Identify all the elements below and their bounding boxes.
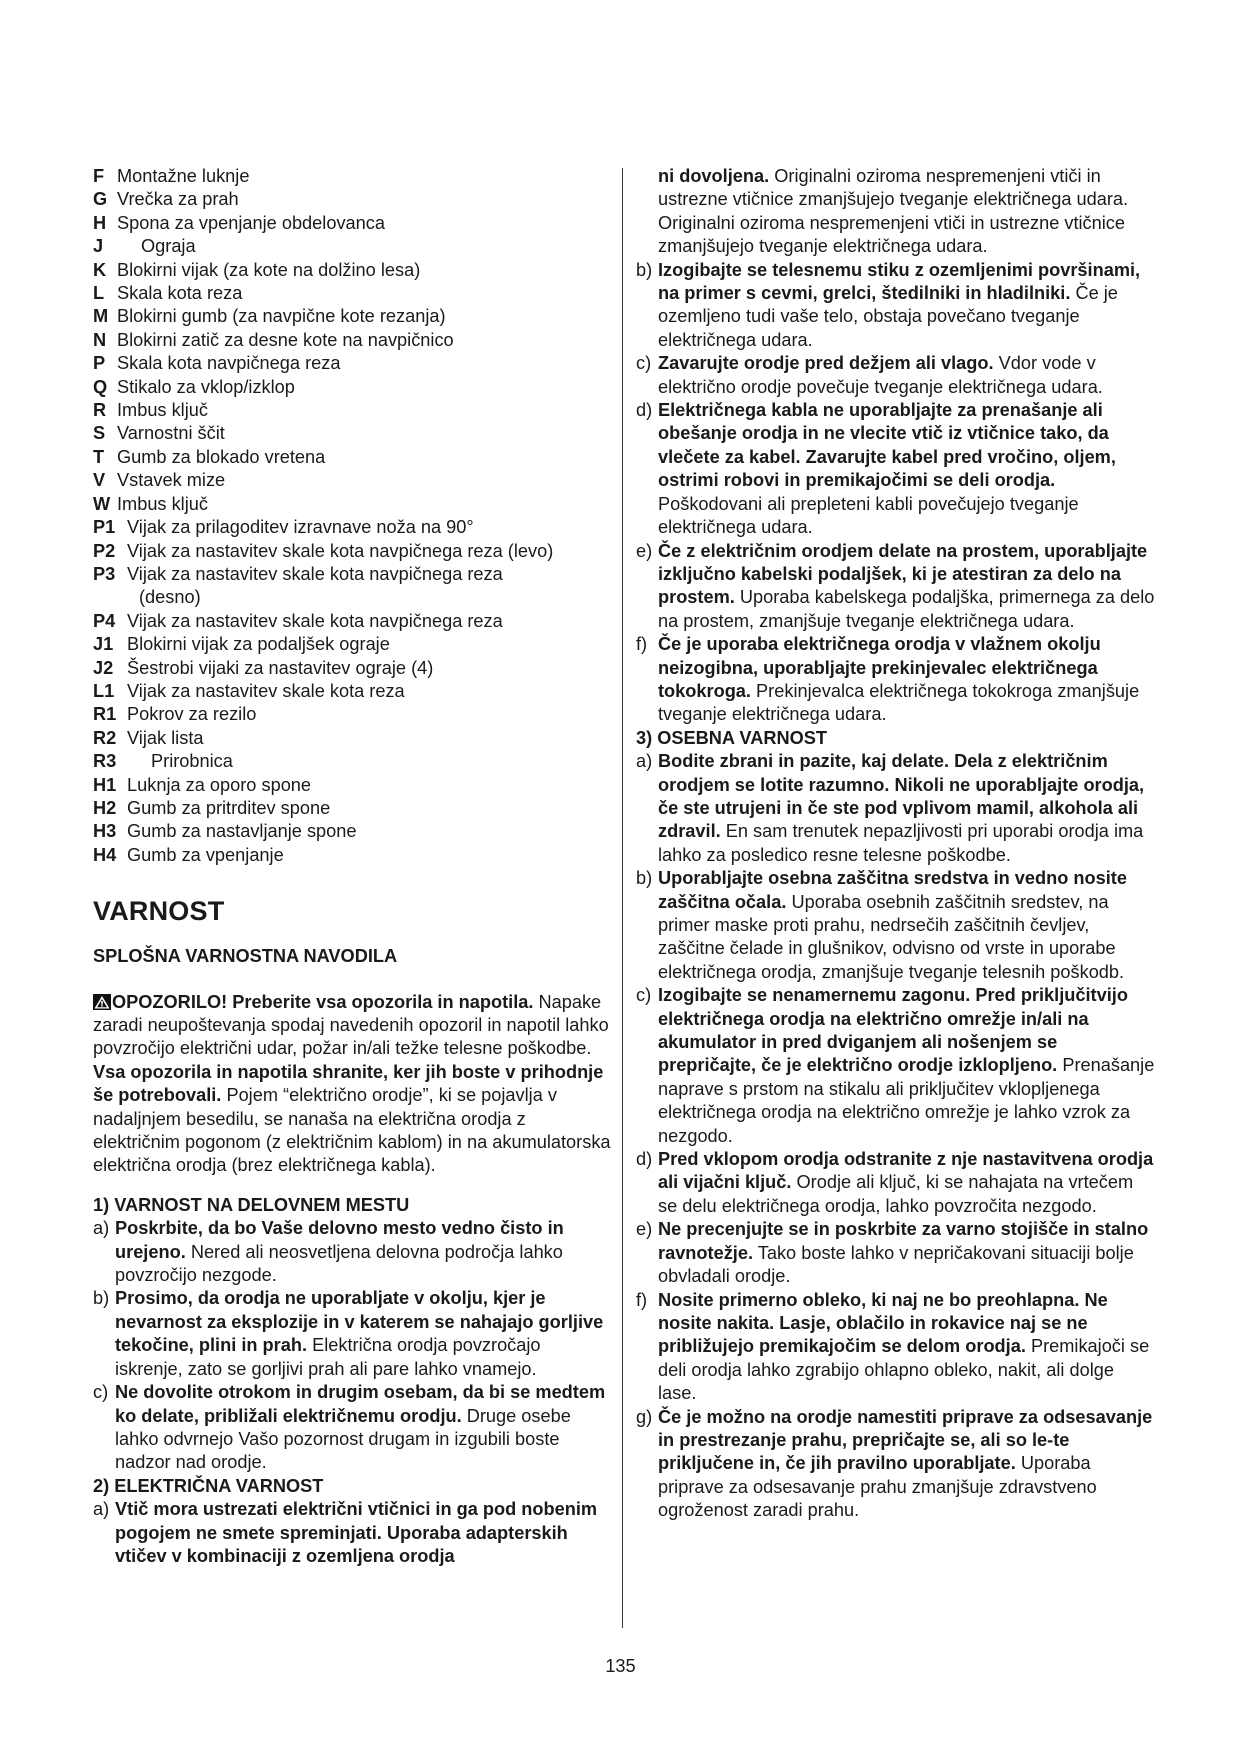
legend-item (93, 376, 613, 399)
legend-code: V (93, 470, 106, 491)
list-item-marker: c) (636, 353, 652, 374)
legend-text: Blokirni vijak (za kote na dolžino lesa) (117, 259, 421, 280)
list-item-text: Vdor vode v električno orodje povečuje tveganje električnega udara. (658, 353, 1103, 397)
warning-bold: Vsa opozorila in napotila shranite, ker jih boste v prihodnje še potrebovali. (93, 1061, 604, 1106)
list-item-marker: b) (93, 1288, 110, 1309)
list-item-lead: Vtič mora ustrezati električni vtičnici in ga pod nobenim pogojem ne smete spreminjati. Uporaba adapterskih vtičev v kombinaciji z ozemljena orodja (115, 1499, 598, 1566)
legend-text: Stikalo za vklop/izklop (117, 376, 295, 397)
list-item-lead: Prosimo, da orodja ne uporabljate v okolju, kjer je nevarnost za eksplozije in v katerem se nahajajo gorljive tekočine, plini in prah. (115, 1288, 604, 1356)
list-item-text: Tako boste lahko v nepričakovani situaciji bolje obvladali orodje. (658, 1242, 1134, 1287)
list-item (636, 1406, 1156, 1523)
legend-code: R2 (93, 727, 117, 748)
legend-code: H4 (93, 844, 117, 865)
list-item-marker: g) (636, 1406, 653, 1427)
list-item (636, 867, 1156, 984)
legend-item (93, 563, 613, 586)
list-item-marker: e) (636, 540, 653, 561)
legend-text: Vijak za prilagoditev izravnave noža na 90° (127, 517, 474, 538)
legend-code: N (93, 329, 107, 350)
list-item-lead: Ne dovolite otrokom in drugim osebam, da bi se medtem ko delate, približali električnemu orodju. (115, 1382, 606, 1426)
column-divider (622, 168, 623, 1628)
legend-code: P3 (93, 563, 116, 584)
legend-text: Varnostni ščit (117, 423, 225, 444)
legend-code: H (93, 212, 107, 233)
legend-text: Luknja za oporo spone (127, 774, 312, 795)
legend-text: Blokirni gumb (za navpične kote rezanja) (117, 306, 446, 327)
legend-text: Skala kota navpičnega reza (117, 353, 341, 374)
list-item-marker: d) (636, 1149, 653, 1170)
legend-text: Montažne luknje (117, 166, 250, 186)
list-item (93, 1287, 613, 1381)
section-title: VARNOST (93, 896, 225, 927)
list-item (636, 1218, 1156, 1288)
sec2-title: 2) ELEKTRIČNA VARNOST (93, 1475, 324, 1496)
list-item-marker: a) (93, 1218, 110, 1239)
list-item-marker: e) (636, 1219, 653, 1240)
list-item-text: Prekinjevalca električnega tokokroga zmanjšuje tveganje električnega udara. (658, 680, 1140, 725)
sec3-title: 3) OSEBNA VARNOST (636, 727, 827, 748)
list-item (636, 750, 1156, 867)
legend-item (93, 305, 613, 328)
list-item (636, 1289, 1156, 1406)
list-item-lead-continued: ni dovoljena. (658, 166, 770, 186)
legend-text-continued: (desno) (139, 587, 201, 608)
legend-item (93, 797, 613, 820)
legend-item (93, 212, 613, 235)
list-item-marker: c) (636, 985, 652, 1006)
list-item-lead: Ne precenjujte se in poskrbite za varno stojišče in stalno ravnotežje. (658, 1219, 1149, 1263)
list-item-lead: Poskrbite, da bo Vaše delovno mesto vedno čisto in urejeno. (115, 1218, 564, 1262)
list-item (636, 165, 1156, 259)
list-item-lead: Če z električnim orodjem delate na prostem, uporabljajte izključno kabelski podaljšek, ki je atestiran za delo na prostem. (658, 540, 1148, 608)
legend-text: Vijak za nastavitev skale kota reza (127, 680, 405, 701)
warning-lead: OPOZORILO! Preberite vsa opozorila in napotila. (112, 991, 534, 1012)
warning-triangle-icon (93, 993, 111, 1009)
list-item (636, 259, 1156, 353)
legend-code: J2 (93, 657, 114, 678)
legend-text: Prirobnica (151, 751, 233, 772)
legend-code: J1 (93, 634, 114, 655)
general-safety-heading: SPLOŠNA VARNOSTNA NAVODILA (93, 946, 398, 967)
legend-code: G (93, 189, 108, 210)
legend-code: H1 (93, 774, 117, 795)
legend-code: P2 (93, 540, 116, 561)
list-item (93, 1381, 613, 1475)
legend-text: Imbus ključ (117, 400, 208, 421)
legend-item (93, 633, 613, 656)
list-item-text: Originalni oziroma nespremenjeni vtiči in ustrezne vtičnice zmanjšujejo tveganje električnega udara. (658, 212, 1126, 257)
list-item (636, 633, 1156, 727)
page-number: 135 (605, 1656, 636, 1676)
legend-text: Blokirni zatič za desne kote na navpičnico (117, 329, 454, 350)
list-item-marker: a) (93, 1499, 110, 1520)
list-item (93, 1498, 613, 1568)
legend-text: Skala kota reza (117, 283, 243, 304)
list-item-text: Uporaba osebnih zaščitnih sredstev, na primer maske proti prahu, nedrsečih zaščitnih čevljev, zaščitne čelade in glušnikov, odvisno od vrste in uporabe električnega orodja, zmanjšuje tveganje telesnih poškodb. (658, 891, 1125, 982)
list-item-marker: b) (636, 259, 653, 280)
list-item-marker: c) (93, 1382, 109, 1403)
list-item-text: En sam trenutek nepazljivosti pri uporabi orodja ima lahko za posledico resne telesne poškodbe. (658, 821, 1144, 865)
warning-text: Napake zaradi neupoštevanja spodaj navedenih opozoril in napotil lahko povzročijo električni udar, požar in/ali težke telesne poškodbe. (93, 991, 609, 1059)
right-column (636, 165, 1156, 1523)
legend-text: Vstavek mize (117, 470, 226, 491)
legend-text: Spona za vpenjanje obdelovanca (117, 212, 385, 233)
sec2-list-right (636, 165, 1156, 727)
list-item-lead: Uporabljajte osebna zaščitna sredstva in vedno nosite zaščitna očala. (658, 868, 1127, 912)
legend-code: R3 (93, 751, 117, 772)
list-item-text: Električna orodja povzročajo iskrenje, zato se gorljivi prah ali pare lahko vnamejo. (115, 1335, 541, 1379)
legend-text: Vrečka za prah (117, 189, 239, 210)
list-item-marker: a) (636, 751, 653, 772)
legend-code: T (93, 446, 105, 467)
legend-item (93, 165, 613, 188)
list-item-marker: f) (636, 1289, 648, 1310)
legend-item (93, 657, 613, 680)
legend-text: Gumb za pritrditev spone (127, 797, 331, 818)
sec1-title: 1) VARNOST NA DELOVNEM MESTU (93, 1194, 410, 1215)
list-item-lead: Izogibajte se nenamernemu zagonu. Pred priključitvijo električnega orodja na električno omrežje in/ali na akumulator in pred dviganjem ali nošenjem se prepričajte, če je električno orodje izklopljeno. (658, 985, 1128, 1076)
list-item (636, 399, 1156, 539)
legend-code: W (93, 493, 111, 514)
legend-code: R1 (93, 704, 117, 725)
list-item-marker: d) (636, 400, 653, 421)
list-item-marker: f) (636, 634, 648, 655)
sec3-list (636, 750, 1156, 1522)
parts-legend (93, 165, 613, 867)
legend-item (93, 399, 613, 422)
legend-code: P1 (93, 517, 116, 538)
list-item-lead: Nosite primerno obleko, ki naj ne bo preohlapna. Ne nosite nakita. Lasje, oblačilo in rokavice naj se ne približujejo premikajočim se delom orodja. (658, 1289, 1108, 1357)
legend-code: P4 (93, 610, 116, 631)
legend-text: Vijak lista (127, 727, 204, 748)
legend-text: Imbus ključ (117, 493, 208, 514)
legend-code: L (93, 283, 105, 304)
legend-item (93, 469, 613, 492)
legend-item (93, 516, 613, 539)
legend-code: L1 (93, 680, 115, 701)
legend-item (93, 329, 613, 352)
list-item-lead: Zavarujte orodje pred dežjem ali vlago. (658, 353, 994, 374)
legend-item (93, 750, 613, 773)
legend-code: M (93, 306, 109, 327)
list-item (636, 540, 1156, 634)
legend-text: Šestrobi vijaki za nastavitev ograje (4) (127, 657, 434, 678)
list-item-text: Uporaba kabelskega podaljška, primernega za delo na prostem, zmanjšuje tveganje električnega udara. (658, 587, 1155, 631)
sec1-list (93, 1217, 613, 1474)
legend-text: Blokirni vijak za podaljšek ograje (127, 634, 390, 655)
legend-text: Ograja (141, 236, 196, 257)
legend-item (93, 422, 613, 445)
list-item (636, 352, 1156, 399)
warning-text-2: Pojem “električno orodje”, ki se pojavlja v nadaljnjem besedilu, se nanaša na električna orodja z električnim pogonom (z električnim kablom) in na akumulatorska električna orodja (brez električnega kabla). (93, 1085, 611, 1176)
list-item-text: Druge osebe lahko odvrnejo Vašo pozornost drugam in izgubili boste nadzor nad orodje. (115, 1405, 571, 1473)
legend-code: J (93, 236, 104, 257)
legend-item (93, 446, 613, 469)
list-item-lead: Če je uporaba električnega orodja v vlažnem okolju neizogibna, uporabljajte prekinjevalec električnega tokokroga. (658, 634, 1101, 701)
list-item-text: Originalni oziroma nespremenjeni vtiči in ustrezne vtičnice zmanjšujejo tveganje električnega udara. (658, 166, 1129, 210)
list-item-lead: Bodite zbrani in pazite, kaj delate. Dela z električnim orodjem se lotite razumno. Nikoli ne uporabljajte orodja, če ste utrujeni in če ste pod vplivom mamil, alkohola ali zdravil. (658, 751, 1145, 842)
legend-text: Gumb za nastavljanje spone (127, 821, 357, 842)
list-item-lead: Izogibajte se telesnemu stiku z ozemljenimi površinami, na primer s cevmi, grelci, štedilniki in hladilniki. (658, 259, 1141, 304)
legend-item (93, 774, 613, 797)
list-item-text: Premikajoči se deli orodja lahko zgrabijo ohlapno obleko, nakit, ali dolge lase. (658, 1336, 1150, 1404)
left-column (93, 165, 613, 1568)
legend-text: Gumb za blokado vretena (117, 446, 326, 467)
legend-item (93, 820, 613, 843)
legend-code: R (93, 400, 107, 421)
legend-code: K (93, 259, 107, 280)
legend-text: Vijak za nastavitev skale kota navpičnega reza (levo) (127, 540, 554, 561)
list-item-text: Uporaba priprave za odsesavanje prahu zmanjšuje zdravstveno ogroženost zaradi prahu. (658, 1453, 1097, 1521)
list-item (636, 984, 1156, 1148)
list-item-lead: Če je možno na orodje namestiti priprave za odsesavanje in prestrezanje prahu, prepričajte se, ali so le-te priključene in, če jih pravilno uporabljate. (658, 1406, 1153, 1474)
legend-code: F (93, 166, 105, 186)
list-item-text: Prenašanje naprave s prstom na stikalu ali priključitev vklopljenega električnega orodja na električno omrežje je lahko vzrok za nezgodo. (658, 1055, 1155, 1146)
legend-text: Gumb za vpenjanje (127, 844, 284, 865)
legend-item (93, 703, 613, 726)
legend-item (93, 188, 613, 211)
legend-item (93, 282, 613, 305)
legend-item (93, 680, 613, 703)
legend-code: Q (93, 376, 108, 397)
list-item-lead: Električnega kabla ne uporabljajte za prenašanje ali obešanje orodja in ne vlecite vtič iz vtičnice tako, da vlečete za kabel. Zavarujte kabel pred vročino, oljem, ostrimi robovi in premikajočimi se deli orodja. (658, 400, 1116, 491)
legend-code: S (93, 423, 106, 444)
legend-code: H2 (93, 797, 117, 818)
list-item-text: Nered ali neosvetljena delovna področja lahko povzročijo nezgode. (115, 1241, 563, 1286)
legend-item (93, 352, 613, 375)
legend-code: H3 (93, 821, 117, 842)
list-item (93, 1217, 613, 1287)
legend-text: Pokrov za rezilo (127, 704, 257, 725)
legend-item (93, 493, 613, 516)
sec2-list-left (93, 1498, 613, 1568)
list-item-text: Če je ozemljeno tudi vaše telo, obstaja povečano tveganje električnega udara. (658, 283, 1118, 350)
legend-item (93, 844, 613, 867)
list-item-text: Poškodovani ali prepleteni kabli povečujejo tveganje električnega udara. (658, 493, 1079, 538)
legend-item (93, 727, 613, 750)
list-item-marker: b) (636, 868, 653, 889)
legend-item (93, 610, 613, 633)
warning-paragraph (93, 991, 613, 1178)
legend-item (93, 259, 613, 282)
list-item-text: Orodje ali ključ, ki se nahajata na vrtečem se delu električnega orodja, lahko povzročita nezgodo. (658, 1172, 1134, 1216)
list-item-lead: Pred vklopom orodja odstranite z nje nastavitvena orodja ali vijačni ključ. (658, 1149, 1154, 1193)
legend-item (93, 540, 613, 563)
legend-text: Vijak za nastavitev skale kota navpičnega reza (127, 563, 503, 584)
legend-text: Vijak za nastavitev skale kota navpičnega reza (127, 610, 503, 631)
legend-item (93, 235, 613, 258)
legend-code: P (93, 353, 106, 374)
list-item (636, 1148, 1156, 1218)
